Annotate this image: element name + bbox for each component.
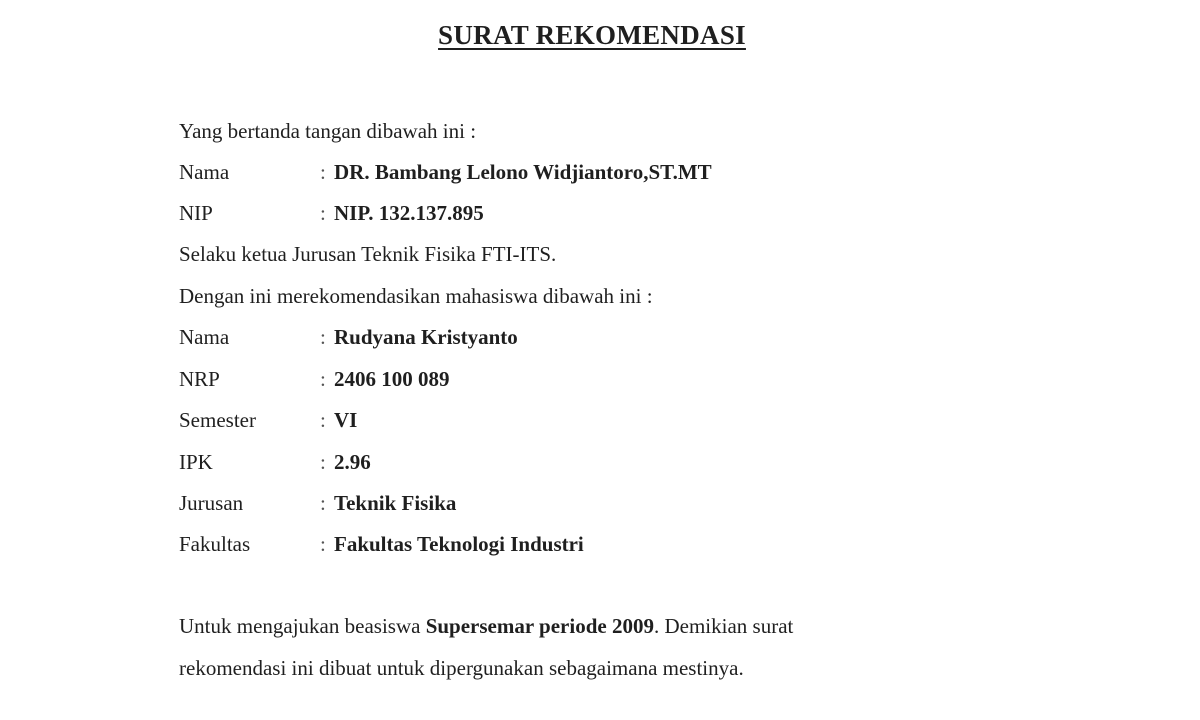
field-colon: :	[320, 160, 326, 184]
closing-bold-text: Supersemar periode 2009	[425, 614, 654, 638]
field-label: Fakultas	[179, 532, 251, 556]
field-label: NRP	[179, 367, 220, 391]
field-label: Nama	[179, 325, 230, 349]
recommend-line: Dengan ini merekomendasikan mahasiswa dibawah ini :	[179, 284, 653, 308]
signer-nip-row	[179, 200, 484, 226]
student-name-row	[179, 324, 518, 350]
field-value: 2406 100 089	[334, 367, 450, 391]
field-colon: :	[320, 450, 326, 474]
field-label: IPK	[179, 450, 213, 474]
field-label: NIP	[179, 201, 213, 225]
closing-text-part1: Untuk mengajukan beasiswa	[179, 614, 426, 638]
field-colon: :	[320, 367, 326, 391]
student-semester-row	[179, 407, 357, 433]
closing-paragraph-line2: rekomendasi ini dibuat untuk dipergunakan sebagaimana mestinya.	[179, 656, 744, 680]
intro-line: Yang bertanda tangan dibawah ini :	[179, 119, 477, 143]
student-ipk-row	[179, 449, 371, 475]
field-value: Rudyana Kristyanto	[334, 325, 518, 349]
document-title: SURAT REKOMENDASI	[438, 20, 746, 50]
field-label: Semester	[179, 408, 256, 432]
closing-paragraph-line1	[179, 613, 793, 639]
student-jurusan-row	[179, 490, 456, 516]
field-label: Nama	[179, 160, 230, 184]
student-nrp-row	[179, 366, 450, 392]
field-value: NIP. 132.137.895	[334, 201, 484, 225]
field-colon: :	[320, 491, 326, 515]
field-value: Teknik Fisika	[334, 491, 457, 515]
closing-text-part2: . Demikian surat	[653, 614, 794, 638]
field-label: Jurusan	[179, 491, 244, 515]
role-line: Selaku ketua Jurusan Teknik Fisika FTI-ITS.	[179, 242, 557, 266]
field-colon: :	[320, 408, 326, 432]
field-colon: :	[320, 201, 326, 225]
field-value: 2.96	[334, 450, 371, 474]
field-value: Fakultas Teknologi Industri	[334, 532, 584, 556]
field-colon: :	[320, 325, 326, 349]
field-value: DR. Bambang Lelono Widjiantoro,ST.MT	[334, 160, 712, 184]
signer-name-row	[179, 159, 712, 185]
student-fakultas-row	[179, 531, 584, 557]
field-value: VI	[334, 408, 358, 432]
field-colon: :	[320, 532, 326, 556]
